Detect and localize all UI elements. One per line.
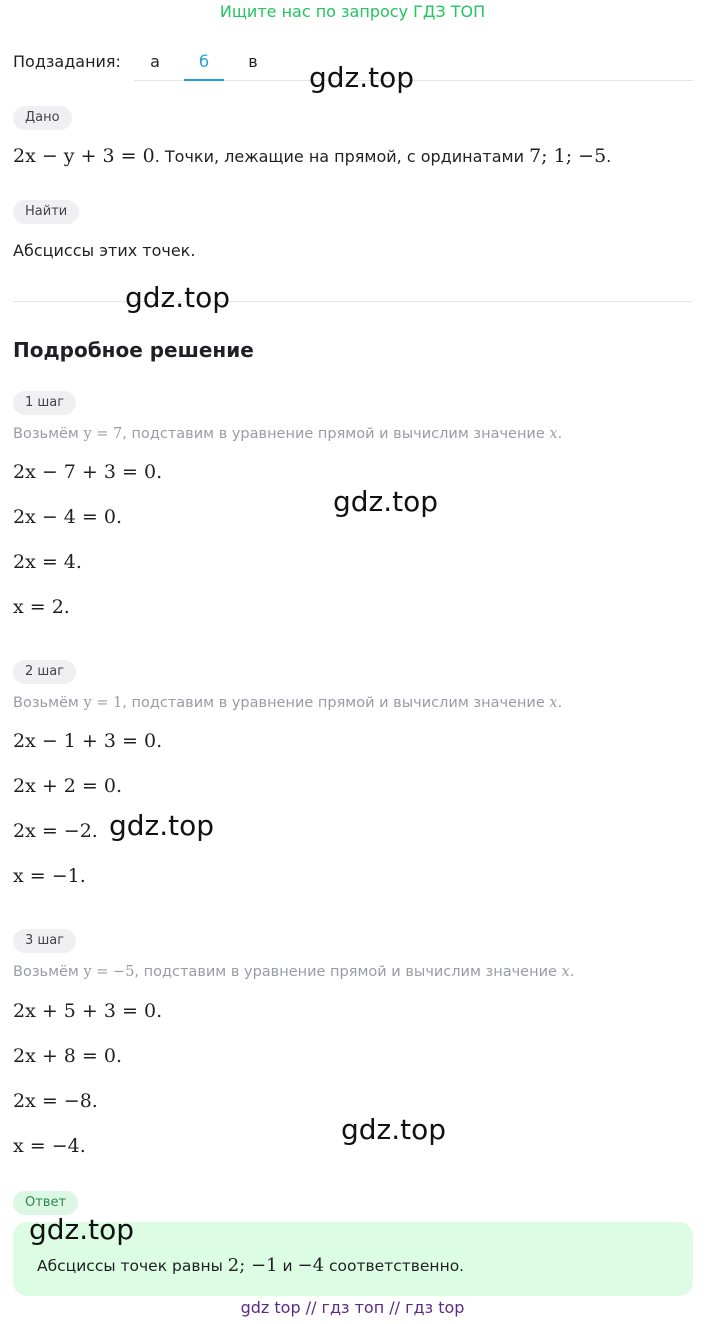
given-end: . (606, 147, 612, 166)
find-badge: Найти (13, 200, 79, 224)
hint-value: y = 7 (83, 426, 123, 442)
answer-text (37, 1255, 464, 1276)
step-1-equation: x = 2. (13, 596, 70, 618)
tab-b[interactable]: б (184, 52, 224, 71)
tab-v[interactable]: в (248, 52, 258, 71)
answer-values: 2; −1 (227, 1255, 278, 1276)
step-1-badge: 1 шаг (13, 391, 76, 415)
step-3-equation: 2x + 5 + 3 = 0. (13, 1000, 163, 1022)
step-2-equation: 2x − 1 + 3 = 0. (13, 730, 163, 752)
watermark: gdz.top (125, 281, 231, 314)
step-1-equation: 2x = 4. (13, 551, 82, 573)
answer-last-value: −4 (297, 1255, 325, 1276)
step-1-equation: 2x − 4 = 0. (13, 506, 123, 528)
step-1-equation: 2x − 7 + 3 = 0. (13, 461, 163, 483)
step-1-hint (13, 426, 562, 442)
given-description: . Точки, лежащие на прямой, с ординатами (154, 147, 530, 166)
hint-text: , подставим в уравнение прямой и вычислим значение (134, 964, 562, 980)
answer-suffix: соответственно. (324, 1257, 465, 1275)
given-equation: 2x − y + 3 = 0 (13, 145, 155, 167)
watermark: gdz.top (341, 1113, 447, 1146)
step-3-badge: 3 шаг (13, 929, 76, 953)
step-3-equation: x = −4. (13, 1135, 86, 1157)
answer-badge: Ответ (13, 1191, 78, 1215)
hint-variable: x (561, 964, 570, 980)
step-3-equation: 2x = −8. (13, 1090, 98, 1112)
hint-end: . (569, 964, 575, 980)
step-3-hint (13, 964, 574, 980)
watermark: gdz.top (333, 485, 439, 518)
watermark: gdz.top (29, 1213, 135, 1246)
hint-text: , подставим в уравнение прямой и вычислим значение (122, 426, 550, 442)
hint-variable: x (549, 695, 558, 711)
section-divider (13, 301, 693, 302)
watermark: gdz.top (109, 809, 215, 842)
hint-end: . (557, 695, 563, 711)
given-badge: Дано (13, 106, 72, 130)
hint-text: Возьмём (13, 426, 84, 442)
step-3-equation: 2x + 8 = 0. (13, 1045, 123, 1067)
hint-value: y = −5 (83, 964, 135, 980)
solution-title: Подробное решение (13, 338, 254, 362)
hint-text: Возьмём (13, 695, 84, 711)
tab-a[interactable]: а (150, 52, 160, 71)
step-2-equation: x = −1. (13, 865, 86, 887)
step-2-badge: 2 шаг (13, 660, 76, 684)
search-banner: Ищите нас по запросу ГДЗ ТОП (219, 2, 486, 21)
footer-links[interactable]: gdz top // гдз топ // гдз top (240, 1298, 465, 1317)
watermark: gdz.top (309, 61, 415, 94)
find-text: Абсциссы этих точек. (13, 241, 196, 260)
given-values: 7; 1; −5 (529, 145, 607, 167)
subtasks-label: Подзадания: (13, 52, 121, 71)
hint-end: . (557, 426, 563, 442)
step-2-equation: 2x + 2 = 0. (13, 775, 123, 797)
step-2-hint (13, 695, 562, 711)
step-2-equation: 2x = −2. (13, 820, 98, 842)
answer-conjunction: и (277, 1257, 298, 1275)
hint-text: Возьмём (13, 964, 84, 980)
hint-variable: x (549, 426, 558, 442)
given-text (13, 145, 611, 167)
hint-value: y = 1 (83, 695, 123, 711)
hint-text: , подставим в уравнение прямой и вычислим значение (122, 695, 550, 711)
answer-prefix: Абсциссы точек равны (37, 1257, 228, 1275)
